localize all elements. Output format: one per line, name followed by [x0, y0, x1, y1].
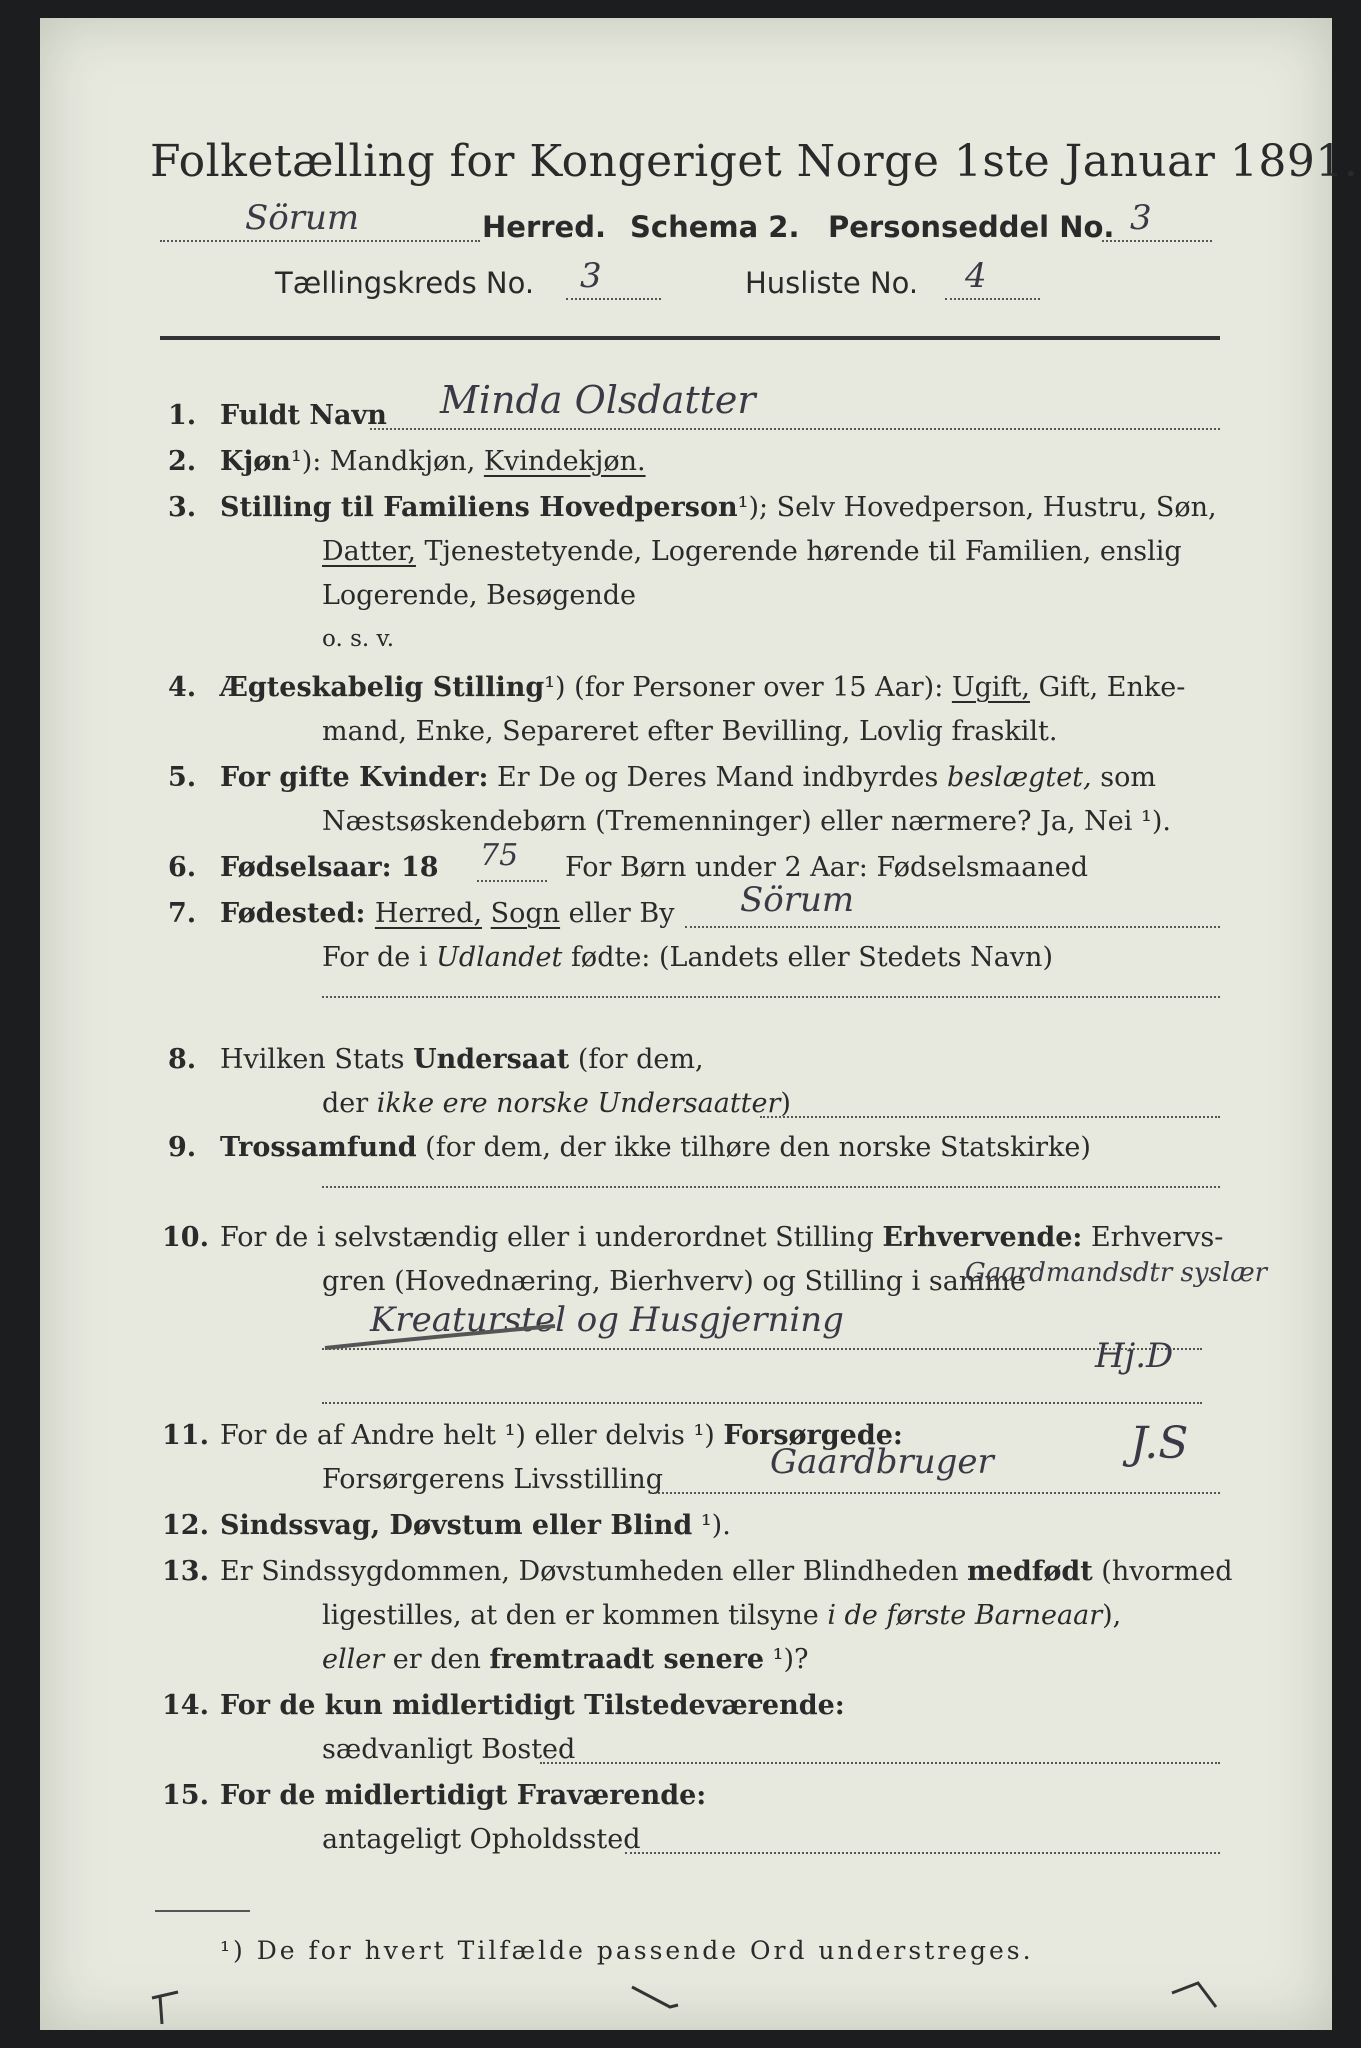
q8-line1-c: (for dem, — [569, 1044, 704, 1075]
q10-line1 — [220, 1222, 1223, 1253]
kreds-label: Tællingskreds No. — [275, 266, 535, 300]
q11-line2: Forsørgerens Livsstilling — [322, 1464, 664, 1495]
q6-number: 6. — [168, 852, 197, 883]
footnote: ¹) De for hvert Tilfælde passende Ord understreges. — [220, 1936, 1034, 1965]
q4-line1 — [220, 672, 1185, 703]
q13-line1-c: (hvormed — [1092, 1556, 1233, 1587]
q15-number: 15. — [162, 1780, 209, 1811]
q13-line3-c: ¹)? — [764, 1644, 809, 1675]
q2-label: Kjøn — [220, 446, 291, 477]
q9-label: Trossamfund — [220, 1132, 417, 1163]
schema-label: Schema 2. — [630, 210, 800, 244]
q5-label: For gifte Kvinder: — [220, 762, 489, 793]
q13-line2-b: ), — [1102, 1600, 1122, 1631]
q3-line1-rest: ¹); Selv Hovedperson, Hustru, Søn, — [737, 492, 1217, 523]
q9-line1 — [220, 1132, 1091, 1163]
q14-dotted-line — [540, 1762, 1220, 1764]
q10-line1-b: Erhvervende: — [882, 1222, 1083, 1253]
q3-line1 — [220, 492, 1217, 523]
q7-extra-dotted-line — [322, 996, 1220, 998]
q12-line1 — [220, 1510, 731, 1541]
q8-line2 — [322, 1088, 791, 1119]
q13-line3-b: fremtraadt senere — [489, 1644, 765, 1675]
q8-number: 8. — [168, 1044, 197, 1075]
q3-number: 3. — [168, 492, 197, 523]
corner-mark-right — [1170, 1973, 1220, 2013]
q10-line2: gren (Hovednæring, Bierhverv) og Stilling i samme — [322, 1266, 1027, 1297]
q4-number: 4. — [168, 672, 197, 703]
q5-line2: Næstsøskendebørn (Tremenninger) eller nærmere? Ja, Nei ¹). — [322, 806, 1171, 837]
q3-underlined-choice: Datter, — [322, 536, 416, 567]
q4-line1-rest: ¹) (for Personer over 15 Aar): — [544, 672, 952, 703]
husliste-value: 4 — [965, 256, 987, 296]
q15-label: For de midlertidigt Fraværende: — [220, 1780, 707, 1811]
q13-line3-a: er den — [384, 1644, 490, 1675]
q10-answer-1: Gaardmandsdtr syslær — [965, 1258, 1268, 1288]
q10-mark: Hj.D — [1095, 1336, 1174, 1376]
herred-value: Sörum — [245, 198, 360, 238]
q7-line2-a: For de i — [322, 942, 437, 973]
q11-line1-a: For de af Andre helt ¹) eller delvis ¹) — [220, 1420, 724, 1451]
q2-text — [220, 446, 646, 477]
kreds-dotted-line — [566, 298, 661, 300]
q11-mark: J.S — [1130, 1418, 1189, 1469]
q1-label: Fuldt Navn — [220, 400, 387, 431]
q13-line2-a: ligestilles, at den er kommen tilsyne — [322, 1600, 828, 1631]
q2-rest: : Mandkjøn, — [312, 446, 484, 477]
q6-year-value: 75 — [480, 838, 519, 873]
q5-italic: beslægtet, — [946, 762, 1092, 793]
q5-number: 5. — [168, 762, 197, 793]
q11-dotted-line — [650, 1492, 1220, 1494]
q14-label: For de kun midlertidigt Tilstedeværende: — [220, 1690, 845, 1721]
q13-number: 13. — [162, 1556, 209, 1587]
q3-line4: o. s. v. — [322, 626, 395, 652]
q13-line2-italic: i de første Barneaar — [827, 1600, 1103, 1631]
kreds-value: 3 — [580, 256, 602, 296]
q3-line3: Logerende, Besøgende — [322, 580, 636, 611]
q6-label: Fødselsaar: 18 — [220, 852, 439, 883]
q8-line2-a: der — [322, 1088, 377, 1119]
q5-line1-rest: Er De og Deres Mand indbyrdes — [488, 762, 947, 793]
q13-line1-a: Er Sindssygdommen, Døvstumheden eller Blindheden — [220, 1556, 968, 1587]
herred-label: Herred. — [482, 210, 606, 244]
q7-rest: eller By — [560, 898, 675, 929]
header-rule — [160, 336, 1220, 340]
herred-dotted-line — [160, 240, 480, 242]
q9-rest: (for dem, der ikke tilhøre den norske Statskirke) — [416, 1132, 1091, 1163]
q7-herred: Herred, — [374, 898, 483, 929]
q12-rest: ¹). — [692, 1510, 731, 1541]
q11-number: 11. — [162, 1420, 209, 1451]
q3-line2-rest: Tjenestetyende, Logerende hørende til Familien, enslig — [415, 536, 1182, 567]
q13-line1 — [220, 1556, 1233, 1587]
personseddel-value: 3 — [1130, 198, 1152, 238]
q6-dotted-line — [477, 880, 547, 882]
q8-line1 — [220, 1044, 704, 1075]
q7-line2 — [322, 942, 1053, 973]
q8-line2-b: ) — [780, 1088, 791, 1119]
husliste-dotted-line — [945, 298, 1040, 300]
q13-line2 — [322, 1600, 1121, 1631]
q8-line1-b: Undersaat — [413, 1044, 570, 1075]
q4-line1-end: Gift, Enke- — [1029, 672, 1186, 703]
q5-line1-end: som — [1091, 762, 1156, 793]
q10-answer-2: Kreaturstel og Husgjerning — [370, 1300, 844, 1340]
q7-line2-italic: Udlandet — [436, 942, 563, 973]
q10-line1-c: Erhvervs- — [1082, 1222, 1224, 1253]
q14-number: 14. — [162, 1690, 209, 1721]
q4-label: Ægteskabelig Stilling — [220, 672, 545, 703]
q9-dotted-line — [322, 1186, 1220, 1188]
q10-strike-stroke — [320, 1318, 560, 1358]
q15-line2: antageligt Opholdssted — [322, 1824, 641, 1855]
q2-number: 2. — [168, 446, 197, 477]
q8-line1-a: Hvilken Stats — [220, 1044, 414, 1075]
q7-dotted-line — [685, 926, 1220, 928]
q7-line2-b: fødte: (Landets eller Stedets Navn) — [562, 942, 1053, 973]
corner-mark-center — [630, 1983, 680, 2013]
form-title: Folketælling for Kongeriget Norge 1ste Januar 1891. — [150, 136, 1359, 187]
q8-line2-italic: ikke ere norske Undersaatter — [376, 1088, 781, 1119]
q13-line1-b: medfødt — [967, 1556, 1093, 1587]
q9-number: 9. — [168, 1132, 197, 1163]
corner-mark-left — [150, 1988, 180, 2028]
q7-number: 7. — [168, 898, 197, 929]
footnote-rule — [155, 1910, 250, 1912]
q13-line3 — [322, 1644, 808, 1675]
q14-line2: sædvanligt Bosted — [322, 1734, 576, 1765]
q10-line1-a: For de i selvstændig eller i underordnet Stilling — [220, 1222, 883, 1253]
q11-answer: Gaardbruger — [770, 1442, 994, 1482]
q12-label: Sindssvag, Døvstum eller Blind — [220, 1510, 693, 1541]
q3-label: Stilling til Familiens Hovedperson — [220, 492, 738, 523]
q7-answer: Sörum — [740, 880, 855, 920]
personseddel-dotted-line — [1102, 240, 1212, 242]
husliste-label: Husliste No. — [745, 266, 919, 300]
q11-line1-b: Forsørgede: — [723, 1420, 903, 1451]
q2-underlined-choice: Kvindekjøn. — [483, 446, 646, 477]
q4-line2: mand, Enke, Separeret efter Bevilling, Lovlig fraskilt. — [322, 716, 1058, 747]
q15-dotted-line — [625, 1852, 1220, 1854]
q8-dotted-line — [760, 1116, 1220, 1118]
q4-underlined-choice: Ugift, — [951, 672, 1030, 703]
q10-number: 10. — [162, 1222, 209, 1253]
q6-rest: For Børn under 2 Aar: Fødselsmaaned — [565, 852, 1089, 883]
q10-dotted-line-2 — [322, 1402, 1202, 1404]
q7-label: Fødested: — [220, 898, 375, 929]
q5-line1 — [220, 762, 1156, 793]
q2-sup: ¹) — [290, 446, 313, 477]
q1-number: 1. — [168, 400, 197, 431]
q12-number: 12. — [162, 1510, 209, 1541]
census-form-page — [40, 18, 1359, 2030]
q7-sogn: Sogn — [490, 898, 561, 929]
personseddel-label: Personseddel No. — [828, 210, 1115, 244]
q7-line1 — [220, 898, 674, 929]
q13-line3-italic: eller — [322, 1644, 385, 1675]
q1-dotted-line — [370, 428, 1220, 430]
q3-line2 — [322, 536, 1182, 567]
q1-answer-name: Minda Olsdatter — [440, 378, 756, 422]
